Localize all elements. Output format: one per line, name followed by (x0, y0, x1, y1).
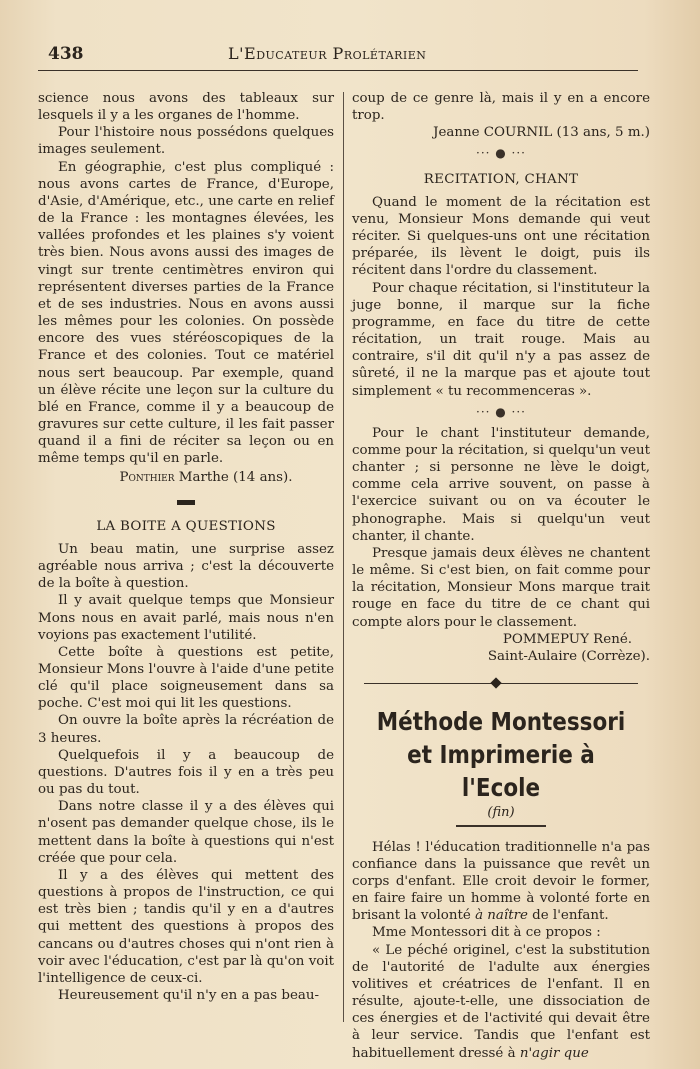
left-column (38, 90, 334, 1004)
text-run: « Le péché originel, c'est la substitution de l'autorité de l'adulte aux énergies volitives et créatrices de l'enfant. Il en résulte, ajoute-t-elle, une dissociation de ces énergies et de l'activité qui devait être à leur service. Tandis que l'enfant est habituellement dressé à (352, 942, 650, 1061)
paragraph: Presque jamais deux élèves ne chantent le même. Si c'est bien, on fait comme pour la récitation, Monsieur Mons marque trait rouge en face du titre de ce chant qui compte alors pour le classement. (352, 545, 650, 630)
ornament-divider: ··· ● ··· (476, 404, 526, 419)
paragraph: Cette boîte à questions est petite, Monsieur Mons l'ouvre à l'aide d'une petite clé qu'il place soigneusement dans sa poche. C'est moi qui lit les questions. (38, 644, 334, 712)
paragraph: Pour chaque récitation, si l'instituteur la juge bonne, il marque sur la fiche programme, en face du titre de cette récitation, un trait rouge. Mais au contraire, s'il dit qu'il n'y a pas assez de sûreté, il ne la marque pas et ajoute tout simplement « tu recommenceras ». (352, 280, 650, 399)
italic-text: à naître (475, 908, 528, 924)
signature-surname: Ponthier (119, 470, 175, 486)
paragraph: Mme Montessori dit à ce propos : (372, 925, 601, 941)
paragraph: coup de ce genre là, mais il y en a encore trop. (352, 91, 650, 124)
journal-title: L'Educateur Prolétarien (228, 44, 427, 63)
paragraph: Pour l'histoire nous possédons quelques images seulement. (38, 125, 334, 158)
title-underline (456, 825, 546, 827)
signature: Jeanne COURNIL (13 ans, 5 m.) (433, 125, 650, 141)
article-title-line-1: Méthode Montessori (376, 707, 626, 736)
article-title-line-2: et Imprimerie à l'Ecole (407, 740, 595, 802)
paragraph: Il y a des élèves qui mettent des questions à propos de l'instruction, ce qui est très bien ; tandis qu'il y en a d'autres qui mettent des questions à propos des cancans ou d'autres choses qui n'ont rien à voir avec l'éducation, c'est par là qu'on voit l'intelligence de ceux-ci. (38, 867, 334, 986)
signature-name: POMMEPUY René. (502, 631, 632, 647)
paragraph: Il y avait quelque temps que Monsieur Mons nous en avait parlé, mais nous n'en voyions pas exactement l'utilité. (38, 593, 334, 643)
paragraph: Pour le chant l'instituteur demande, comme pour la récitation, si quelqu'un veut chanter ; si personne ne lève le doigt, comme cela arrive souvent, on passe à l'exercice suivant ou on va écouter le phonographe. Mais si quelqu'un veut chanter, il chante. (352, 425, 650, 544)
paragraph: Quand le moment de la récitation est venu, Monsieur Mons demande qui veut réciter. Si quelques-uns ont une récitation préparée, ils lèvent le doigt, puis ils récitent dans l'ordre du classement. (352, 194, 650, 279)
ornament-divider: ··· ● ··· (476, 146, 526, 161)
page-header (38, 44, 638, 71)
paragraph: Un beau matin, une surprise assez agréable nous arriva ; c'est la découverte de la boîte à question. (38, 541, 334, 592)
section-title: LA BOITE A QUESTIONS (96, 518, 276, 534)
paragraph (352, 942, 650, 1062)
diamond-ornament-icon (490, 677, 501, 688)
page-number: 438 (48, 44, 84, 64)
paragraph: En géographie, c'est plus compliqué : nous avons cartes de France, d'Europe, d'Asie, d'Amérique, etc., une carte en relief de la France : les montagnes élevées, les vallées profondes et les plaines s'y voient très bien. Nous avons aussi des images de vingt sur trente centimètres environ qui représentent diverses parties de la France et de ses industries. Nous en avons aussi les mêmes pour les colonies. On possède encore des vues stéréoscopiques de la France et des colonies. Tout ce matériel nous sert beaucoup. Par exemple, quand un élève récite une leçon sur la culture du blé en France, comme il y a beaucoup de gravures sur cette culture, il les fait passer quand il a fini de réciter sa leçon ou en même temps qu'il en parle. (38, 159, 334, 467)
text-run: Hélas ! l'éducation traditionnelle n'a pas confiance dans la puissance que revêt un corps d'enfant. Elle croit devoir le former, en faire faire un homme à volonté forte en brisant la volonté (352, 839, 650, 924)
decorative-rule (352, 675, 650, 693)
signature (38, 469, 334, 486)
text-run: de l'enfant. (532, 908, 609, 924)
signature-place: Saint-Aulaire (Corrèze). (487, 648, 650, 664)
paragraph (352, 839, 650, 925)
paragraph: Quelquefois il y a beaucoup de questions. D'autres fois il y en a très peu ou pas du tout. (38, 747, 334, 798)
signature-rest: Marthe (14 ans). (178, 470, 293, 486)
article-subtitle: (fin) (487, 805, 515, 820)
italic-text: n'agir que (519, 1045, 589, 1061)
section-title: RECITATION, CHANT (423, 171, 579, 187)
paragraph: science nous avons des tableaux sur lesquels il y a les organes de l'homme. (38, 91, 334, 124)
ornament-divider (38, 493, 334, 510)
paragraph: Dans notre classe il y a des élèves qui n'osent pas demander quelque chose, ils le mettent dans la boîte à questions qui n'est créée que pour cela. (38, 799, 334, 866)
right-column (352, 90, 650, 1062)
paragraph: On ouvre la boîte après la récréation de 3 heures. (38, 713, 334, 746)
paragraph: Heureusement qu'il n'y en a pas beau- (58, 987, 320, 1003)
column-divider (343, 92, 344, 1022)
